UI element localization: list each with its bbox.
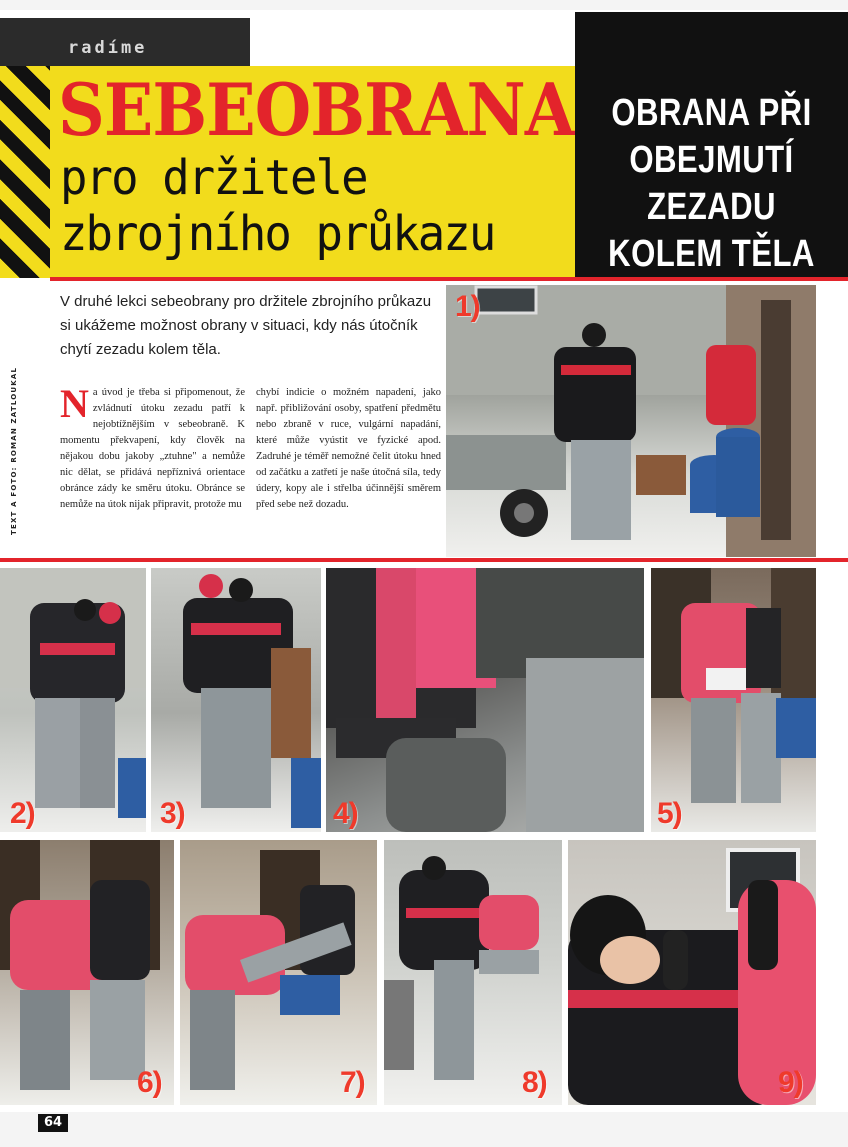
body-column-2: chybí indicie o možném napadení, jako např. přibližování osoby, spatření předmětu nebo zbraně v ruce, vulgární napadání, které může vyústit ve fyzické apod. Zadruhé je téměř nemožné čelit útoku hned od začátku a zatřetí je naše útočná síla, tedy údery, kopy ale i střelba účinnější směrem před sebe než dozadu. — [256, 387, 441, 510]
page-number: 64 — [38, 1114, 68, 1132]
photo-illustration — [151, 568, 321, 832]
page-subtitle-line2: zbrojního průkazu — [60, 206, 495, 262]
photo-step-4 — [326, 568, 644, 832]
topic-heading-line: OBEJMUTÍ — [629, 139, 794, 181]
step-label: 4) — [333, 797, 358, 830]
step-label: 1) — [455, 290, 480, 323]
page-subtitle — [60, 150, 517, 262]
step-label: 9) — [778, 1066, 803, 1099]
step-label: 7) — [340, 1066, 365, 1099]
body-text: a úvod je třeba si připomenout, že zvládnutí útoku zezadu patří k nejobtížnějším v sebeobraně. K momentu překvapení, kdy člověk na nějakou dobu jakoby „ztuhne" a nemůže nic dělat, se přidává nepříznivá orientace obránce zády ke směru útoku. Obránce se nemůže na útok nijak připravit, protože mu — [60, 387, 245, 510]
divider — [0, 558, 848, 562]
topic-heading-line: ZEZADU — [647, 186, 776, 228]
photo-step-2 — [0, 568, 146, 832]
author-credit: TEXT A FOTO: ROMAN ZATLOUKAL — [10, 366, 18, 535]
page-title: SEBEOBRANA — [58, 67, 575, 152]
section-tag-label: radíme — [68, 38, 148, 58]
step-label: 2) — [10, 797, 35, 830]
topic-box — [575, 12, 848, 278]
topic-heading-line: OBRANA PŘI — [611, 92, 812, 134]
step-label: 6) — [137, 1066, 162, 1099]
step-label: 8) — [522, 1066, 547, 1099]
drop-cap: N — [60, 381, 89, 426]
photo-step-1 — [446, 285, 816, 557]
photo-illustration — [651, 568, 816, 832]
lead-paragraph: V druhé lekci sebeobrany pro držitele zbrojního průkazu si ukážeme možnost obrany v situaci, kdy nás útočník chytí zezadu kolem těla. — [60, 293, 432, 358]
step-label: 5) — [657, 797, 682, 830]
step-label: 3) — [160, 797, 185, 830]
photo-step-5 — [651, 568, 816, 832]
section-tag — [0, 18, 250, 66]
photo-illustration — [326, 568, 644, 832]
hazard-stripes — [0, 66, 50, 278]
page-subtitle-line1: pro držitele — [60, 150, 367, 206]
photo-illustration — [446, 285, 816, 557]
topic-heading-line: KOLEM TĚLA — [608, 233, 815, 275]
body-column-1 — [60, 381, 245, 513]
bottom-strip — [0, 1112, 848, 1147]
photo-illustration — [0, 568, 146, 832]
topic-heading — [600, 90, 824, 278]
photo-step-3 — [151, 568, 321, 832]
divider — [50, 277, 848, 281]
top-strip — [0, 0, 848, 10]
